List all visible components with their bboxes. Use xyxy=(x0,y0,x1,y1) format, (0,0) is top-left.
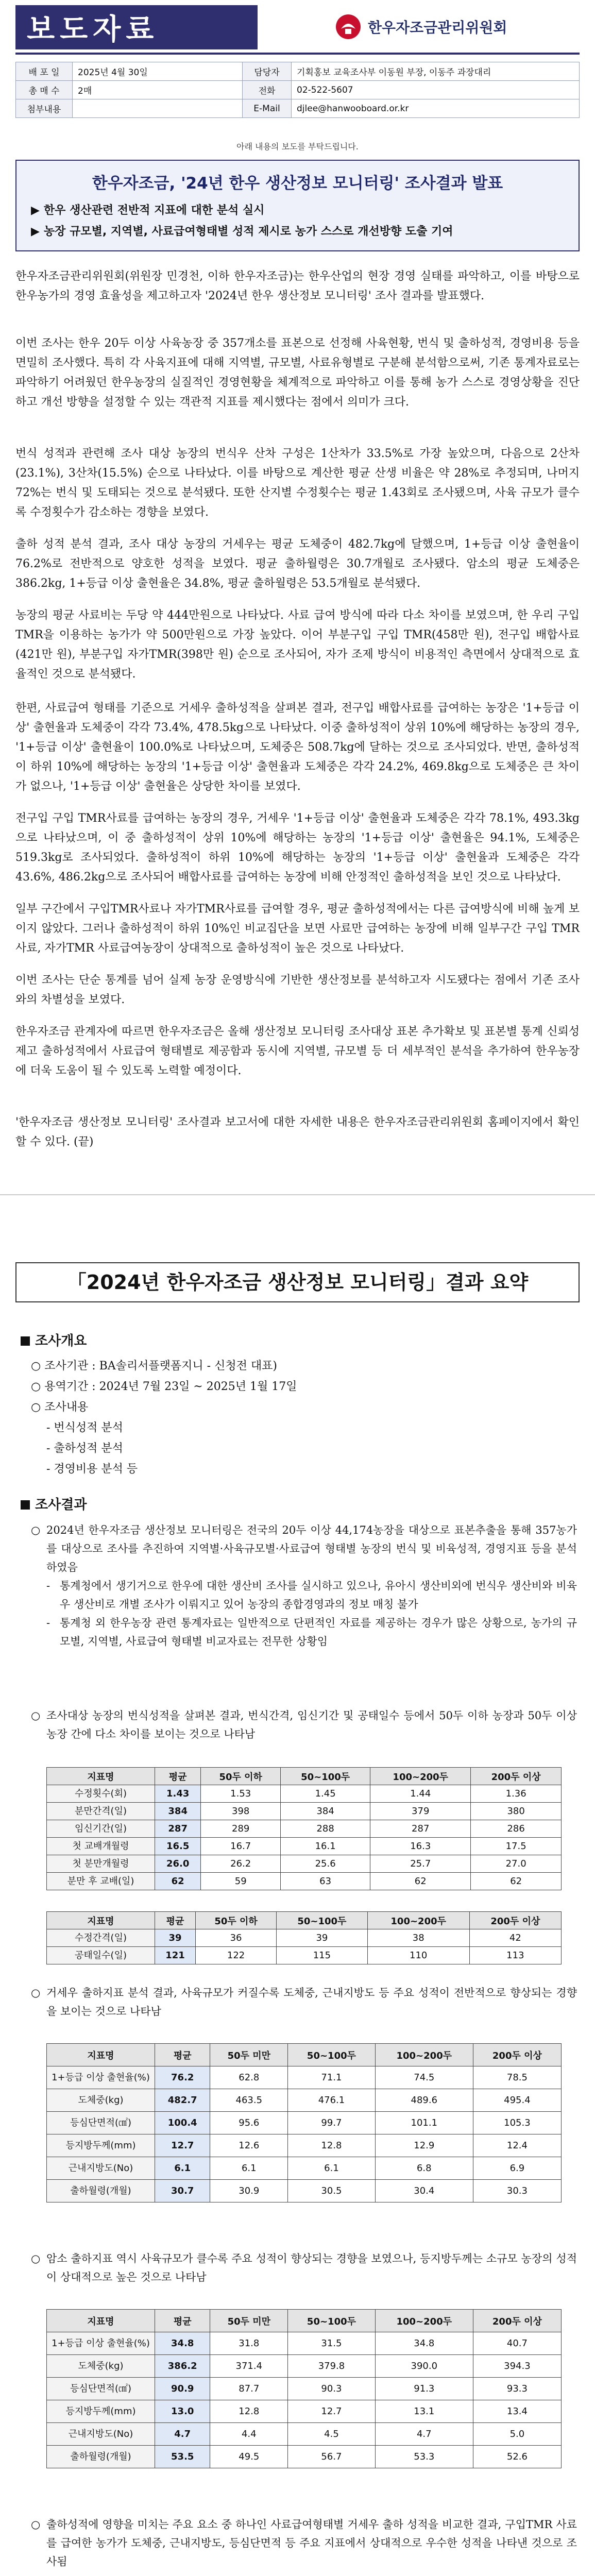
table-cell: 1.44 xyxy=(370,1785,471,1803)
circle-bullet-icon: ○ xyxy=(31,2252,41,2265)
column-header: 평균 xyxy=(155,1768,201,1785)
overview-item: ○ 용역기간 : 2024년 7월 23일 ~ 2025년 1월 17일 xyxy=(31,1380,297,1393)
table-cell: 380 xyxy=(471,1803,562,1820)
bullet-text: 출하성적에 영향을 미치는 주요 요소 중 하나인 사료급여형태별 거세우 출하 성적을 비교한 결과, 구입TMR 사료를 급여한 농가가 도체중, 근내지방도, 등심단면적 등 주요 지표에서 상대적으로 우수한 성적을 나타낸 것으로 조사됨 xyxy=(46,2518,577,2568)
info-label: 첨부내용 xyxy=(16,99,73,118)
table-cell: 13.0 xyxy=(155,2400,210,2423)
info-row xyxy=(16,81,580,99)
column-header: 50~100두 xyxy=(288,2310,376,2332)
table-cell: 12.7 xyxy=(288,2400,376,2423)
cow-table xyxy=(46,2309,562,2468)
bullet-text: 통계청 외 한우농장 관련 통계자료는 일반적으로 단편적인 자료를 제공하는 경우가 많은 상황으로, 농가의 규모별, 지역별, 사료급여 형태별 비교자료는 전무한 상황임 xyxy=(60,1617,577,1648)
row-label: 1+등급 이상 출현율(%) xyxy=(47,2332,155,2355)
table-cell: 93.3 xyxy=(473,2378,561,2400)
bullet-mark: ○ xyxy=(31,1524,41,1536)
bullet-row xyxy=(31,2515,577,2571)
table-row xyxy=(47,1947,562,1964)
column-header: 지표명 xyxy=(47,2310,155,2332)
body-paragraph: 한편, 사료급여 형태를 기준으로 거세우 출하성적을 살펴본 결과, 전구입 배합사료를 급여하는 농장은 '1+등급 이상' 출현율과 도체중이 각각 73.4%, 478.5kg으로 나타났다. 이중 출하성적이 상위 10%에 해당하는 농장의 경우, '1+등급 이상' 출현율이 100.0%로 나타났으며, 도체중은 508.7kg에 달하는 것으로 조사되었다. 반면, 출하성적이 하위 10%에 해당하는 농장의 '1+등급 이상' 출현율과 도체중은 각각 24.2%, 469.8kg으로 도체중은 큰 차이가 없으나, '1+등급 이상' 출현율은 상당한 차이를 보였다. xyxy=(15,702,580,793)
contact-person: 기획홍보 교육조사부 이동원 부장, 이동주 과장대리 xyxy=(292,62,580,81)
column-header: 100~200두 xyxy=(375,2044,473,2066)
table-header-row xyxy=(47,2044,562,2066)
steer-table xyxy=(46,2043,562,2202)
table-row xyxy=(47,2112,562,2134)
table-cell: 30.5 xyxy=(288,2180,376,2202)
table-cell: 27.0 xyxy=(471,1855,562,1873)
table-header-row xyxy=(47,1768,562,1785)
table-row xyxy=(47,2446,562,2468)
bullet-mark: - xyxy=(46,1617,50,1629)
table-cell: 53.5 xyxy=(155,2446,210,2468)
table-cell: 379.8 xyxy=(288,2355,376,2378)
column-header: 200두 이상 xyxy=(469,1912,561,1929)
bullet-text: 2024년 한우자조금 생산정보 모니터링은 전국의 20두 이상 44,174농장을 대상으로 표본추출을 통해 357농가를 대상으로 조사를 추진하여 지역별·사육규모별·사료급여 형태별 농장의 번식 및 비육성적, 경영지표 등을 분석하였음 xyxy=(46,1524,577,1573)
table-cell: 99.7 xyxy=(288,2112,376,2134)
table-cell: 76.2 xyxy=(155,2066,210,2089)
table-cell: 390.0 xyxy=(375,2355,473,2378)
column-header: 평균 xyxy=(155,2310,210,2332)
column-header: 100~200두 xyxy=(370,1768,471,1785)
table-row xyxy=(47,1785,562,1803)
contact-phone: 02-522-5607 xyxy=(292,81,580,99)
row-label: 수정횟수(회) xyxy=(47,1785,155,1803)
table-cell: 25.7 xyxy=(370,1855,471,1873)
table-cell: 1.43 xyxy=(155,1785,201,1803)
table-cell: 6.1 xyxy=(288,2157,376,2180)
table-row xyxy=(47,2066,562,2089)
table-cell: 482.7 xyxy=(155,2089,210,2112)
table-cell: 49.5 xyxy=(210,2446,288,2468)
bullet-icon: ▶ xyxy=(31,225,40,238)
table-row xyxy=(47,1838,562,1855)
table-row xyxy=(47,2089,562,2112)
header xyxy=(15,5,580,62)
column-header: 50~100두 xyxy=(288,2044,376,2066)
row-label: 등지방두께(mm) xyxy=(47,2134,155,2157)
column-header: 50두 이하 xyxy=(201,1768,281,1785)
table-cell: 34.8 xyxy=(375,2332,473,2355)
table-row xyxy=(47,2180,562,2202)
results-intro-item xyxy=(31,1614,577,1651)
square-bullet-icon xyxy=(21,1500,30,1510)
table-cell: 34.8 xyxy=(155,2332,210,2355)
headline-sub-text: 농장 규모별, 지역별, 사료급여형태별 성적 제시로 농가 스스로 개선방향 도출 기여 xyxy=(43,225,453,238)
info-label: 담당자 xyxy=(243,62,292,81)
table-row xyxy=(47,2134,562,2157)
press-release-title: 보도자료 xyxy=(15,5,258,49)
column-header: 지표명 xyxy=(47,2044,155,2066)
bullet-row xyxy=(31,2249,577,2286)
table-header-row xyxy=(47,1912,562,1929)
row-label: 근내지방도(No) xyxy=(47,2157,155,2180)
row-label: 출하월령(개월) xyxy=(47,2180,155,2202)
headline-sub xyxy=(31,201,564,217)
table-cell: 4.7 xyxy=(375,2423,473,2446)
header-rule xyxy=(15,53,580,55)
table-cell: 384 xyxy=(155,1803,201,1820)
heading-text: 조사개요 xyxy=(35,1333,87,1349)
cow-intro xyxy=(31,2249,577,2286)
bullet-row xyxy=(31,1706,577,1743)
table-cell: 16.7 xyxy=(201,1838,281,1855)
table-cell: 30.3 xyxy=(473,2180,561,2202)
results-intro-item xyxy=(31,1521,577,1577)
table-cell: 289 xyxy=(201,1820,281,1838)
table-cell: 62.8 xyxy=(210,2066,288,2089)
overview-subitem: - 출하성적 분석 xyxy=(46,1442,123,1455)
row-label: 분만간격(일) xyxy=(47,1803,155,1820)
table-cell: 26.2 xyxy=(201,1855,281,1873)
table-cell: 287 xyxy=(155,1820,201,1838)
column-header: 50~100두 xyxy=(277,1912,368,1929)
table-cell: 384 xyxy=(281,1803,370,1820)
table-cell: 90.3 xyxy=(288,2378,376,2400)
column-header: 200두 이상 xyxy=(471,1768,562,1785)
row-label: 근내지방도(No) xyxy=(47,2423,155,2446)
row-label: 첫 분만개월령 xyxy=(47,1855,155,1873)
table-cell: 26.0 xyxy=(155,1855,201,1873)
table-cell: 12.8 xyxy=(210,2400,288,2423)
overview-list xyxy=(31,1356,297,1480)
table-cell: 42 xyxy=(469,1929,561,1947)
page-count: 2매 xyxy=(73,81,243,99)
column-header: 평균 xyxy=(155,2044,210,2066)
table-cell: 5.0 xyxy=(473,2423,561,2446)
table-row xyxy=(47,2400,562,2423)
bullet-text: 거세우 출하지표 분석 결과, 사육규모가 커질수록 도체중, 근내지방도 등 주요 성적이 전반적으로 향상되는 경향을 보이는 것으로 나타남 xyxy=(46,1987,577,2018)
column-header: 100~200두 xyxy=(367,1912,469,1929)
info-label: E-Mail xyxy=(243,99,292,118)
table-row xyxy=(47,1873,562,1890)
table-cell: 394.3 xyxy=(473,2355,561,2378)
row-label: 등심단면적(㎠) xyxy=(47,2378,155,2400)
hanwoo-logo-icon xyxy=(335,13,362,40)
column-header: 지표명 xyxy=(47,1768,155,1785)
table-cell: 115 xyxy=(277,1947,368,1964)
table-row xyxy=(47,2423,562,2446)
table-cell: 1.53 xyxy=(201,1785,281,1803)
table-row xyxy=(47,1855,562,1873)
column-header: 50두 미만 xyxy=(210,2310,288,2332)
table-cell: 17.5 xyxy=(471,1838,562,1855)
table-cell: 386.2 xyxy=(155,2355,210,2378)
bullet-text: 조사대상 농장의 번식성적을 살펴본 결과, 번식간격, 임신기간 및 공태일수 등에서 50두 이하 농장과 50두 이상 농장 간에 다소 차이를 보이는 것으로 나타남 xyxy=(46,1709,577,1740)
column-header: 평균 xyxy=(155,1912,196,1929)
table-cell: 31.8 xyxy=(210,2332,288,2355)
body-paragraph: '한우자조금 생산정보 모니터링' 조사결과 보고서에 대한 자세한 내용은 한우자조금관리위원회 홈페이지에서 확인할 수 있다. (끝) xyxy=(15,1116,580,1148)
breeding-intro xyxy=(31,1706,577,1743)
column-header: 지표명 xyxy=(47,1912,155,1929)
table-cell: 63 xyxy=(281,1873,370,1890)
table-cell: 78.5 xyxy=(473,2066,561,2089)
table-cell: 12.9 xyxy=(375,2134,473,2157)
breeding-table xyxy=(46,1767,562,1890)
table-cell: 12.8 xyxy=(288,2134,376,2157)
release-date: 2025년 4월 30일 xyxy=(73,62,243,81)
row-label: 분만 후 교배(일) xyxy=(47,1873,155,1890)
body-paragraph: 이번 조사는 단순 통계를 넘어 실제 농장 운영방식에 기반한 생산정보를 분석하고자 시도됐다는 점에서 기존 조사와의 차별성을 보였다. xyxy=(15,974,580,1006)
org-logo xyxy=(335,10,507,43)
table-cell: 52.6 xyxy=(473,2446,561,2468)
table-cell: 1.45 xyxy=(281,1785,370,1803)
table-cell: 12.7 xyxy=(155,2134,210,2157)
embargo-note: 아래 내용의 보도를 부탁드립니다. xyxy=(236,142,359,151)
column-header: 200두 이상 xyxy=(473,2044,561,2066)
headline-sub xyxy=(31,223,564,239)
row-label: 공태일수(일) xyxy=(47,1947,155,1964)
bullet-text: 통계청에서 생기거으로 한우에 대한 생산비 조사를 실시하고 있으나, 유아시 생산비외에 번식우 생산비와 비육우 생산비로 개별 조사가 이뤄지고 있어 농장의 종합경영과의 정보 매칭 불가 xyxy=(60,1580,577,1611)
bullet-row xyxy=(31,1984,577,2021)
summary-title: 「2024년 한우자조금 생산정보 모니터링」결과 요약 xyxy=(15,1262,580,1302)
overview-item: ○ 조사기관 : BA솔리서플랫폼지니 - 신청전 대표) xyxy=(31,1360,277,1372)
table-cell: 16.5 xyxy=(155,1838,201,1855)
table-cell: 6.9 xyxy=(473,2157,561,2180)
table-cell: 53.3 xyxy=(375,2446,473,2468)
row-label: 수정간격(일) xyxy=(47,1929,155,1947)
org-name: 한우자조금관리위원회 xyxy=(368,19,507,36)
info-label: 배 포 일 xyxy=(16,62,73,81)
steer-intro xyxy=(31,1984,577,2021)
table-cell: 16.1 xyxy=(281,1838,370,1855)
table-cell: 90.9 xyxy=(155,2378,210,2400)
table-cell: 13.1 xyxy=(375,2400,473,2423)
row-label: 등지방두께(mm) xyxy=(47,2400,155,2423)
headline-main: 한우자조금, '24년 한우 생산정보 모니터링' 조사결과 발표 xyxy=(92,174,503,193)
table-cell: 95.6 xyxy=(210,2112,288,2134)
attachment xyxy=(73,99,243,118)
column-header: 50~100두 xyxy=(281,1768,370,1785)
table-cell: 101.1 xyxy=(375,2112,473,2134)
table-cell: 71.1 xyxy=(288,2066,376,2089)
table-cell: 489.6 xyxy=(375,2089,473,2112)
table-cell: 87.7 xyxy=(210,2378,288,2400)
headline-sub-text: 한우 생산관련 전반적 지표에 대한 분석 실시 xyxy=(43,204,265,217)
table-cell: 113 xyxy=(469,1947,561,1964)
table-row xyxy=(47,2378,562,2400)
bullet-mark: - xyxy=(46,1580,50,1592)
table-cell: 379 xyxy=(370,1803,471,1820)
column-header: 100~200두 xyxy=(375,2310,473,2332)
table-cell: 105.3 xyxy=(473,2112,561,2134)
column-header: 50두 이하 xyxy=(196,1912,277,1929)
table-cell: 398 xyxy=(201,1803,281,1820)
table-cell: 25.6 xyxy=(281,1855,370,1873)
table-header-row xyxy=(47,2310,562,2332)
table-cell: 30.9 xyxy=(210,2180,288,2202)
info-row xyxy=(16,99,580,118)
table-cell: 40.7 xyxy=(473,2332,561,2355)
row-label: 임신기간(일) xyxy=(47,1820,155,1838)
body-paragraph: 한우자조금관리위원회(위원장 민경천, 이하 한우자조금)는 한우산업의 현장 경영 실태를 파악하고, 이를 바탕으로 한우농가의 경영 효율성을 제고하고자 '2024년 한우 생산정보 모니터링' 조사 결과를 발표했다. xyxy=(15,270,580,302)
table-cell: 1.36 xyxy=(471,1785,562,1803)
body-paragraph: 전구입 구입 TMR사료를 급여하는 농장의 경우, 거세우 '1+등급 이상' 출현율과 도체중은 각각 78.1%, 493.3kg으로 나타났으며, 이 중 출하성적이 상위 10%에 해당하는 농장의 '1+등급 이상' 출현율은 94.1%, 도체중은 519.3kg로 조사되었다. 출하성적이 하위 10%에 해당하는 농장의 '1+등급 이상' 출현율과 도체중은 각각 43.6%, 486.2kg으로 조사되어 배합사료를 급여하는 농장에 비해 안정적인 출하성적을 보인 것으로 나타났다. xyxy=(15,812,580,884)
body-paragraph: 한우자조금 관계자에 따르면 한우자조금은 올해 생산정보 모니터링 조사대상 표본 추가확보 및 표본별 통계 신뢰성제고 출하성적에서 사료급여 형태별로 제공함과 동시에 지역별, 규모별 등 더 세부적인 분석을 추가하여 한우농장에 더욱 도움이 될 수 있도록 노력할 예정이다. xyxy=(15,1025,580,1077)
table-cell: 371.4 xyxy=(210,2355,288,2378)
table-row xyxy=(47,2332,562,2355)
body-paragraph: 번식 성적과 관련해 조사 대상 농장의 번식우 산차 구성은 1산차가 33.5%로 가장 높았으며, 다음으로 2산차(23.1%), 3산차(15.5%) 순으로 나타났다. 이를 바탕으로 계산한 평균 산생 비율은 약 28%로 추정되며, 나머지 72%는 번식 및 도태되는 것으로 분석됐다. 또한 산지별 수정횟수는 평균 1.43회로 조사됐으며, 사육 규모가 클수록 수정횟수가 감소하는 경향을 보였다. xyxy=(15,447,580,519)
table-cell: 100.4 xyxy=(155,2112,210,2134)
table-cell: 62 xyxy=(155,1873,201,1890)
table-cell: 121 xyxy=(155,1947,196,1964)
info-label: 총 매 수 xyxy=(16,81,73,99)
contact-email[interactable]: djlee@hanwooboard.or.kr xyxy=(292,99,580,118)
section-divider xyxy=(0,1194,595,1195)
table-cell: 59 xyxy=(201,1873,281,1890)
table-cell: 36 xyxy=(196,1929,277,1947)
table-cell: 62 xyxy=(471,1873,562,1890)
heading-text: 조사결과 xyxy=(35,1497,87,1513)
table-cell: 30.4 xyxy=(375,2180,473,2202)
table-row xyxy=(47,1929,562,1947)
body-paragraph: 농장의 평균 사료비는 두당 약 444만원으로 나타났다. 사료 급여 방식에 따라 다소 차이를 보였으며, 한 우리 구입 TMR을 이용하는 농가가 약 500만원으로 가장 높았다. 이어 부분구입 구입 TMR(458만 원), 전구입 배합사료(421만 원), 부분구입 자가TMR(398만 원) 순으로 조사되어, 자가 조제 방식이 비용적인 측면에서 상대적으로 효율적인 것으로 분석됐다. xyxy=(15,609,580,681)
overview-heading xyxy=(21,1330,87,1349)
table-cell: 122 xyxy=(196,1947,277,1964)
row-label: 1+등급 이상 출현율(%) xyxy=(47,2066,155,2089)
table-cell: 476.1 xyxy=(288,2089,376,2112)
feed-intro xyxy=(31,2515,577,2571)
contact-info-table xyxy=(15,62,580,118)
body-paragraph: 일부 구간에서 구입TMR사료나 자가TMR사료를 급여할 경우, 평균 출하성적에서는 다른 급여방식에 비해 높게 보이지 않았다. 그러나 출하성적이 하위 10%인 비교집단을 보면 사료만 급여하는 농장에 비해 일부구간 구입 TMR사료, 자가TMR 사료급여농장이 상대적으로 출하성적이 높은 것으로 나타났다. xyxy=(15,903,580,955)
table-row xyxy=(47,2355,562,2378)
circle-bullet-icon: ○ xyxy=(31,1709,41,1722)
row-label: 출하월령(개월) xyxy=(47,2446,155,2468)
results-heading xyxy=(21,1494,87,1513)
table-row xyxy=(47,1803,562,1820)
circle-bullet-icon: ○ xyxy=(31,2518,41,2531)
table-cell: 31.5 xyxy=(288,2332,376,2355)
column-header: 200두 이상 xyxy=(473,2310,561,2332)
table-cell: 16.3 xyxy=(370,1838,471,1855)
table-cell: 4.4 xyxy=(210,2423,288,2446)
table-cell: 13.4 xyxy=(473,2400,561,2423)
headline-box xyxy=(15,160,580,251)
table-cell: 286 xyxy=(471,1820,562,1838)
table-cell: 62 xyxy=(370,1873,471,1890)
info-row xyxy=(16,62,580,81)
body-paragraph: 이번 조사는 한우 20두 이상 사육농장 중 357개소를 표본으로 선정해 사육현황, 번식 및 출하성적, 경영비용 등을 면밀히 조사했다. 특히 각 사육지표에 대해 지역별, 규모별, 사료유형별로 구분해 분석함으로써, 기존 통계자료로는 파악하기 어려웠던 한우농장의 실질적인 경영현황을 체계적으로 파악하고 이를 통해 농가 스스로 경영상황을 진단하고 개선 방향을 설정할 수 있는 객관적 지표를 제시했다는 점에서 의미가 크다. xyxy=(15,337,580,409)
table-cell: 6.1 xyxy=(155,2157,210,2180)
row-label: 등심단면적(㎠) xyxy=(47,2112,155,2134)
table-cell: 39 xyxy=(277,1929,368,1947)
overview-item: ○ 조사내용 xyxy=(31,1401,89,1414)
table-cell: 39 xyxy=(155,1929,196,1947)
table-cell: 30.7 xyxy=(155,2180,210,2202)
table-cell: 4.7 xyxy=(155,2423,210,2446)
table-cell: 288 xyxy=(281,1820,370,1838)
body-paragraph: 출하 성적 분석 결과, 조사 대상 농장의 거세우는 평균 도체중이 482.7kg에 달했으며, 1+등급 이상 출현율이 76.2%로 전반적으로 양호한 성적을 보였다. 평균 출하월령은 30.7개월로 조사됐다. 암소의 평균 도체중은 386.2kg, 1+등급 이상 출현율은 34.8%, 평균 출하월령은 53.5개월로 분석됐다. xyxy=(15,538,580,590)
table-row xyxy=(47,1820,562,1838)
table-cell: 12.6 xyxy=(210,2134,288,2157)
table-cell: 110 xyxy=(367,1947,469,1964)
overview-subitem: - 경영비용 분석 등 xyxy=(46,1463,138,1476)
table-cell: 287 xyxy=(370,1820,471,1838)
circle-bullet-icon: ○ xyxy=(31,1987,41,1999)
table-cell: 463.5 xyxy=(210,2089,288,2112)
row-label: 첫 교배개월령 xyxy=(47,1838,155,1855)
results-intro-item xyxy=(31,1577,577,1614)
table-cell: 4.5 xyxy=(288,2423,376,2446)
square-bullet-icon xyxy=(21,1336,30,1346)
table-cell: 38 xyxy=(367,1929,469,1947)
bullet-icon: ▶ xyxy=(31,204,40,217)
column-header: 50두 미만 xyxy=(210,2044,288,2066)
table-cell: 495.4 xyxy=(473,2089,561,2112)
bullet-text: 암소 출하지표 역시 사육규모가 클수록 주요 성적이 향상되는 경향을 보였으나, 등지방두께는 소규모 농장의 성적이 상대적으로 높은 것으로 나타남 xyxy=(46,2252,577,2283)
table-cell: 6.8 xyxy=(375,2157,473,2180)
table-cell: 74.5 xyxy=(375,2066,473,2089)
table-cell: 12.4 xyxy=(473,2134,561,2157)
table-cell: 91.3 xyxy=(375,2378,473,2400)
row-label: 도체중(kg) xyxy=(47,2355,155,2378)
table-cell: 56.7 xyxy=(288,2446,376,2468)
results-intro xyxy=(31,1521,577,1651)
info-label: 전화 xyxy=(243,81,292,99)
breeding-table-2 xyxy=(46,1911,562,1964)
row-label: 도체중(kg) xyxy=(47,2089,155,2112)
table-cell: 6.1 xyxy=(210,2157,288,2180)
overview-subitem: - 번식성적 분석 xyxy=(46,1421,123,1434)
table-row xyxy=(47,2157,562,2180)
